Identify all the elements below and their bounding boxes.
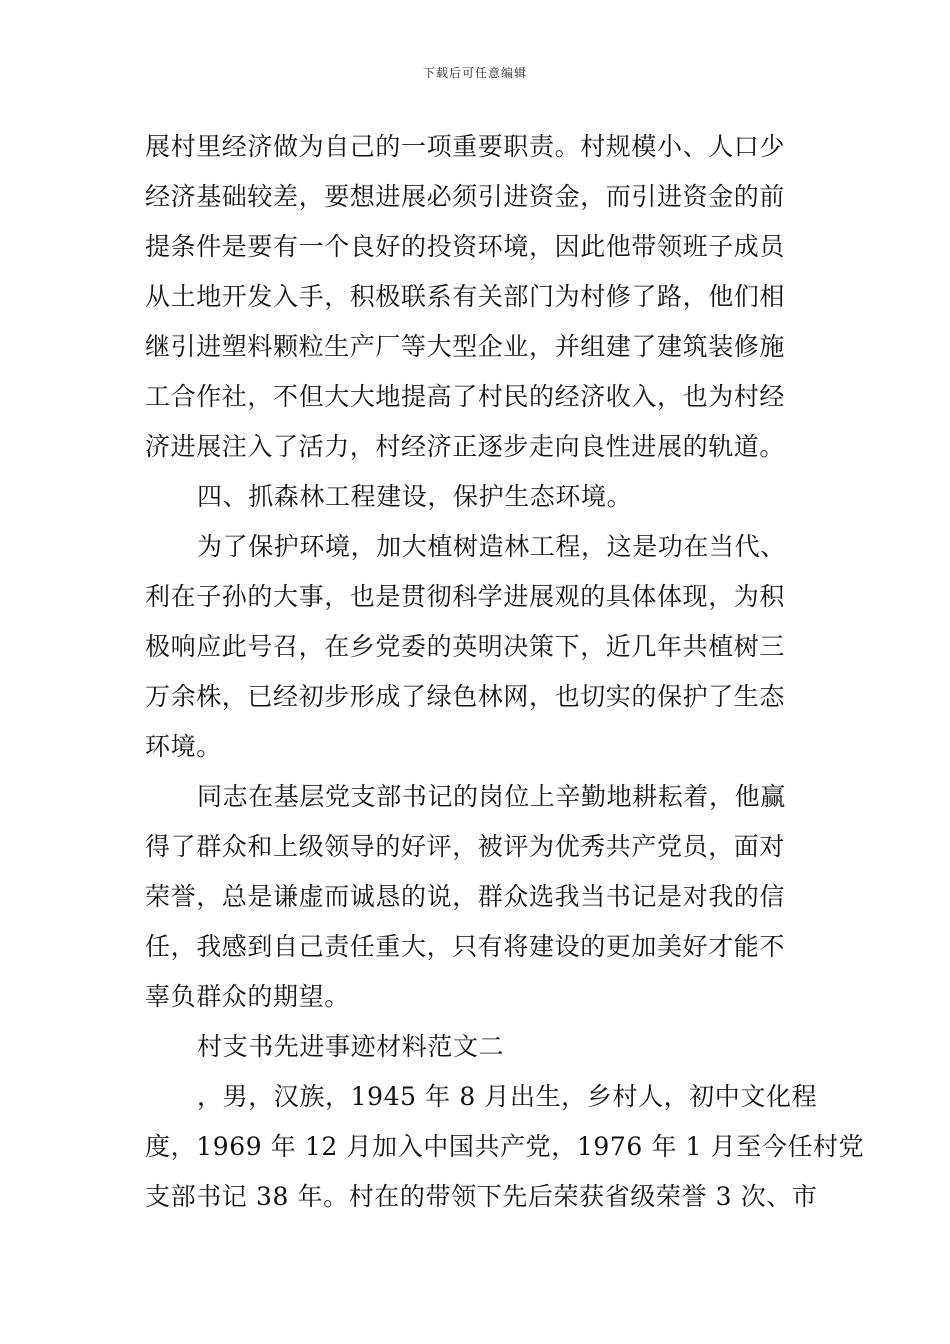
text-line: 同志在基层党支部书记的岗位上辛勤地耕耘着，他赢 [197,782,786,811]
text-line: 荣誉，总是谦虚而诚恳的说，群众选我当书记是对我的信 [145,882,786,911]
section-heading: 四、抓森林工程建设，保护生态环境。 [197,482,633,511]
text-line: 极响应此号召，在乡党委的英明决策下，近几年共植树三 [145,632,786,661]
text-line: 支部书记 38 年。村在的带领下先后荣获省级荣誉 3 次、市 [145,1182,818,1211]
text-line: 为了保护环境，加大植树造林工程，这是功在当代、 [197,532,786,561]
text-line: 得了群众和上级领导的好评，被评为优秀共产党员，面对 [145,832,786,861]
text-line: 展村里经济做为自己的一项重要职责。村规模小、人口少 [145,132,786,161]
text-line: 辜负群众的期望。 [145,982,350,1011]
text-line: 任，我感到自己责任重大，只有将建设的更加美好才能不 [145,932,786,961]
text-line: 经济基础较差，要想进展必须引进资金，而引进资金的前 [145,182,786,211]
page-header: 下载后可任意编辑 [422,66,527,80]
text-line: 从土地开发入手，积极联系有关部门为村修了路，他们相 [145,282,786,311]
text-line: ，男，汉族，1945 年 8 月出生，乡村人，初中文化程 [197,1082,818,1111]
text-line: 工合作社，不但大大地提高了村民的经济收入，也为村经 [145,382,786,411]
text-line: 环境。 [145,732,222,761]
text-line: 万余株，已经初步形成了绿色林网，也切实的保护了生态 [145,682,786,711]
text-line: 利在子孙的大事，也是贯彻科学进展观的具体体现，为积 [145,582,786,611]
document-body [145,128,865,1228]
text-line: 继引进塑料颗粒生产厂等大型企业，并组建了建筑装修施 [145,332,786,361]
text-line: 提条件是要有一个良好的投资环境，因此他带领班子成员 [145,232,786,261]
text-line: 度，1969 年 12 月加入中国共产党，1976 年 1 月至今任村党 [145,1132,865,1161]
section-title: 村支书先进事迹材料范文二 [197,1032,505,1061]
text-line: 济进展注入了活力，村经济正逐步走向良性进展的轨道。 [145,432,786,461]
